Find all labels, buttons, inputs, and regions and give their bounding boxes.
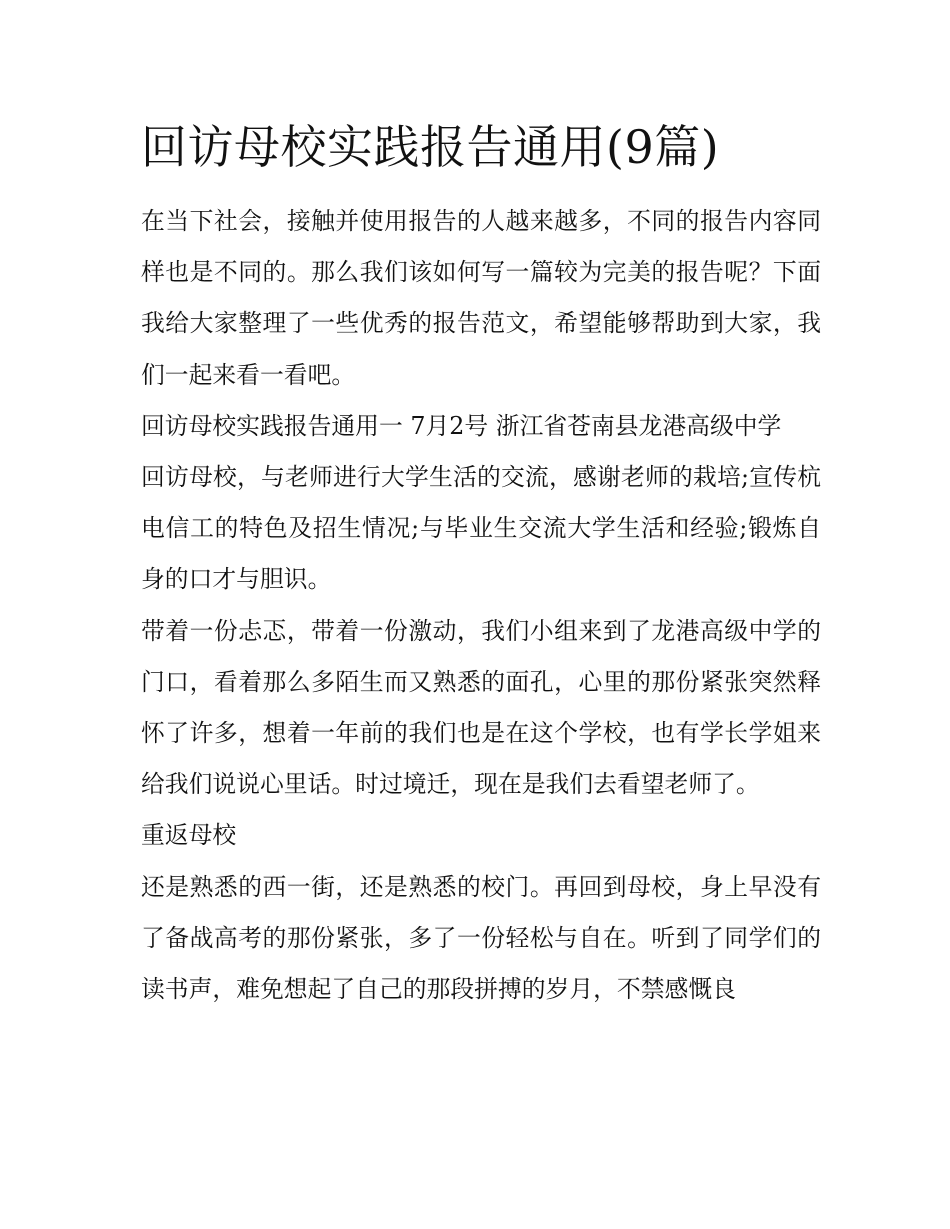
section-heading: 重返母校 [141,821,237,850]
return-paragraph: 还是熟悉的西一街，还是熟悉的校门。再回到母校，身上早没有了备战高考的那份紧张，多了一份轻松与自在。听到了同学们的读书声，难免想起了自己的那段拼搏的岁月，不禁感慨良 [141,872,821,1004]
document-body [141,112,821,1015]
document-title: 回访母校实践报告通用(9篇) [141,120,720,174]
purpose-paragraph: 回访母校，与老师进行大学生活的交流，感谢老师的栽培;宣传杭电信工的特色及招生情况;与毕业生交流大学生活和经验;锻炼自身的口才与胆识。 [141,463,821,594]
report-heading-paragraph: 回访母校实践报告通用一 7月2号 浙江省苍南县龙港高级中学 [141,411,782,440]
intro-paragraph: 在当下社会，接触并使用报告的人越来越多，不同的报告内容同样也是不同的。那么我们该如何写一篇较为完美的报告呢？下面我给大家整理了一些优秀的报告范文，希望能够帮助到大家，我们一起来看一看吧。 [141,207,821,389]
arrival-paragraph: 带着一份忐忑，带着一份激动，我们小组来到了龙港高级中学的门口，看着那么多陌生而又熟悉的面孔，心里的那份紧张突然释怀了许多，想着一年前的我们也是在这个学校，也有学长学姐来给我们说说心里话。时过境迁，现在是我们去看望老师了。 [141,616,821,799]
